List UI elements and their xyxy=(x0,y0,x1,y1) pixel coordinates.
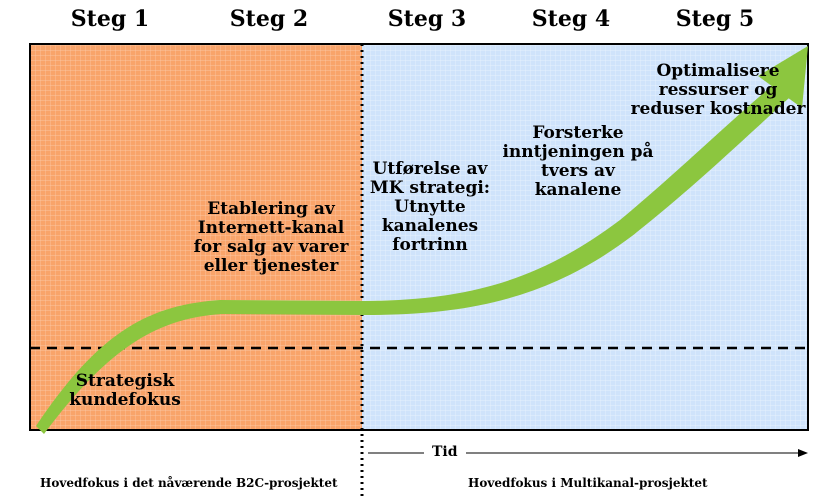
footer-left: Hovedfokus i det nåværende B2C-prosjektet xyxy=(40,476,338,490)
time-axis-label: Tid xyxy=(424,444,466,460)
footer-right: Hovedfokus i Multikanal-prosjektet xyxy=(468,476,708,490)
step-4-label: Steg 4 xyxy=(531,6,611,32)
step-3-label: Steg 3 xyxy=(387,6,467,32)
step-1-label: Steg 1 xyxy=(70,6,150,32)
optimalisere-label: Optimalisere ressurser og reduser kostnader xyxy=(630,61,806,119)
strategisk-kundefokus-label: Strategisk kundefokus xyxy=(69,371,181,410)
step-2-label: Steg 2 xyxy=(229,6,309,32)
etablering-label: Etablering av Internett-kanal for salg av varer eller tjenester xyxy=(193,199,349,276)
utforelse-label: Utførelse av MK strategi: Utnytte kanalenes fortrinn xyxy=(369,159,491,255)
step-5-label: Steg 5 xyxy=(675,6,755,32)
forsterke-label: Forsterke inntjeningen på tvers av kanalene xyxy=(502,123,654,200)
time-axis-arrowhead xyxy=(798,449,808,457)
